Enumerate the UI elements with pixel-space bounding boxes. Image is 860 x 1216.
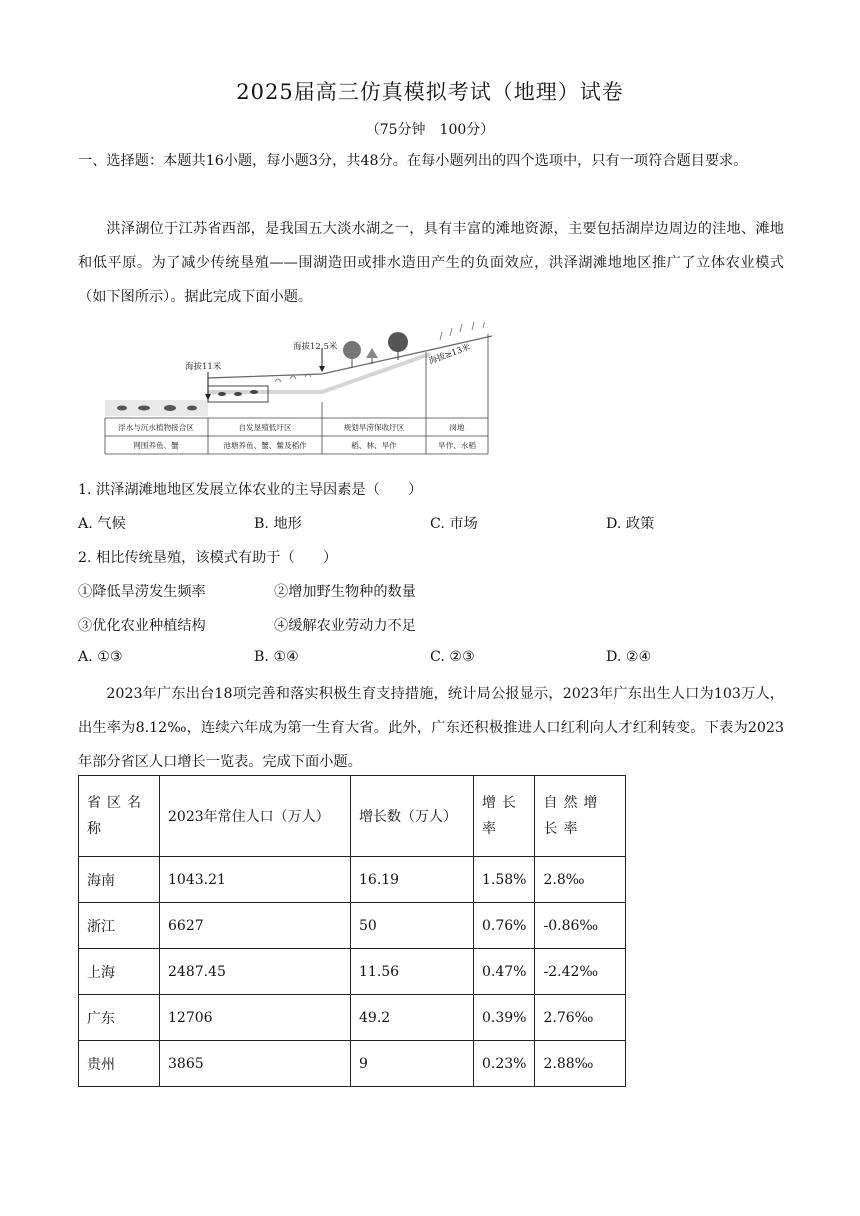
q2-item-3: ③优化农业种植结构 (78, 618, 206, 634)
cell: 0.76% (474, 903, 535, 949)
elevation-label-13: 海拔≥13米 (427, 342, 472, 367)
q2-item-2: ②增加野生物种的数量 (274, 584, 416, 600)
q2-option-d[interactable]: D. ②④ (606, 649, 652, 665)
elevation-label-11: 海拔11米 (185, 362, 222, 372)
cell: -2.42‰ (535, 949, 626, 995)
zone-label-1: 浮水与沉水植物接合区 (118, 423, 194, 432)
cell: 12706 (160, 995, 351, 1041)
cell: 0.47% (474, 949, 535, 995)
q2-option-a[interactable]: A. ①③ (78, 649, 123, 665)
cell: 11.56 (351, 949, 474, 995)
cell: 1.58% (474, 857, 535, 903)
cell: 9 (351, 1041, 474, 1087)
elevation-label-12-5: 海拔12.5米 (293, 342, 338, 352)
cell: 2.8‰ (535, 857, 626, 903)
passage-1: 洪泽湖位于江苏省西部，是我国五大淡水湖之一，具有丰富的滩地资源，主要包括湖岸边周边的洼地、滩地和低平原。为了减少传统垦殖——围湖造田或排水造田产生的负面效应，洪泽湖滩地地区推广了立体农业模式（如下图所示）。据此完成下面小题。 (78, 221, 784, 305)
agriculture-profile-diagram (100, 322, 492, 460)
q2-item-1: ①降低旱涝发生频率 (78, 584, 206, 600)
zone-label-4: 岗地 (449, 423, 465, 432)
table-row (79, 995, 626, 1041)
zone-label-3: 规划旱涝保收圩区 (343, 423, 405, 432)
cell: 浙江 (79, 903, 160, 949)
cell: 16.19 (351, 857, 474, 903)
use-label-2: 池塘养鱼、蟹、鳖及稻作 (223, 441, 307, 450)
question-2-stem: 2. 相比传统垦殖，该模式有助于（ ） (78, 550, 338, 566)
use-label-4: 旱作、水稻 (438, 441, 476, 450)
question-1-stem: 1. 洪泽湖滩地地区发展立体农业的主导因素是（ ） (78, 482, 423, 498)
population-table (78, 775, 626, 1087)
cell: -0.86‰ (535, 903, 626, 949)
header-increase: 增长数（万人） (351, 776, 474, 857)
q1-option-c[interactable]: C. 市场 (430, 516, 478, 532)
cell: 海南 (79, 857, 160, 903)
q2-option-c[interactable]: C. ②③ (430, 649, 475, 665)
passage-2: 2023年广东出台18项完善和落实积极生育支持措施，统计局公报显示，2023年广东出生人口为103万人，出生率为8.12‰，连续六年成为第一生育大省。此外，广东还积极推进人口红利向人才红利转变。下表为2023年部分省区人口增长一览表。完成下面小题。 (78, 686, 784, 770)
cell: 1043.21 (160, 857, 351, 903)
cell: 广东 (79, 995, 160, 1041)
header-natural-growth: 自然增长率 (535, 776, 626, 857)
table-row (79, 857, 626, 903)
table-row (79, 1041, 626, 1087)
section-instructions: 一、选择题：本题共16小题，每小题3分，共48分。在每小题列出的四个选项中，只有一项符合题目要求。 (78, 153, 748, 169)
header-province: 省区名称 (79, 776, 160, 857)
cell: 2487.45 (160, 949, 351, 995)
header-growth-rate: 增长率 (474, 776, 535, 857)
cell: 贵州 (79, 1041, 160, 1087)
q1-option-b[interactable]: B. 地形 (254, 516, 302, 532)
cell: 3865 (160, 1041, 351, 1087)
table-header-row (79, 776, 626, 857)
cell: 0.23% (474, 1041, 535, 1087)
q1-option-a[interactable]: A. 气候 (78, 516, 126, 532)
cell: 49.2 (351, 995, 474, 1041)
exam-duration-score: （75分钟 100分） (365, 122, 495, 138)
cell: 2.76‰ (535, 995, 626, 1041)
cell: 上海 (79, 949, 160, 995)
table-row (79, 903, 626, 949)
zone-label-2: 自发垦殖低圩区 (238, 423, 292, 432)
cell: 50 (351, 903, 474, 949)
cell: 6627 (160, 903, 351, 949)
use-label-1: 网围养鱼、蟹 (133, 441, 179, 450)
table-row (79, 949, 626, 995)
q2-item-4: ④缓解农业劳动力不足 (274, 618, 416, 634)
q1-option-d[interactable]: D. 政策 (606, 516, 655, 532)
use-label-3: 稻、林、旱作 (351, 441, 397, 450)
cell: 0.39% (474, 995, 535, 1041)
page-title: 2025届高三仿真模拟考试（地理）试卷 (236, 80, 624, 104)
q2-option-b[interactable]: B. ①④ (254, 649, 299, 665)
header-population: 2023年常住人口（万人） (160, 776, 351, 857)
cell: 2.88‰ (535, 1041, 626, 1087)
